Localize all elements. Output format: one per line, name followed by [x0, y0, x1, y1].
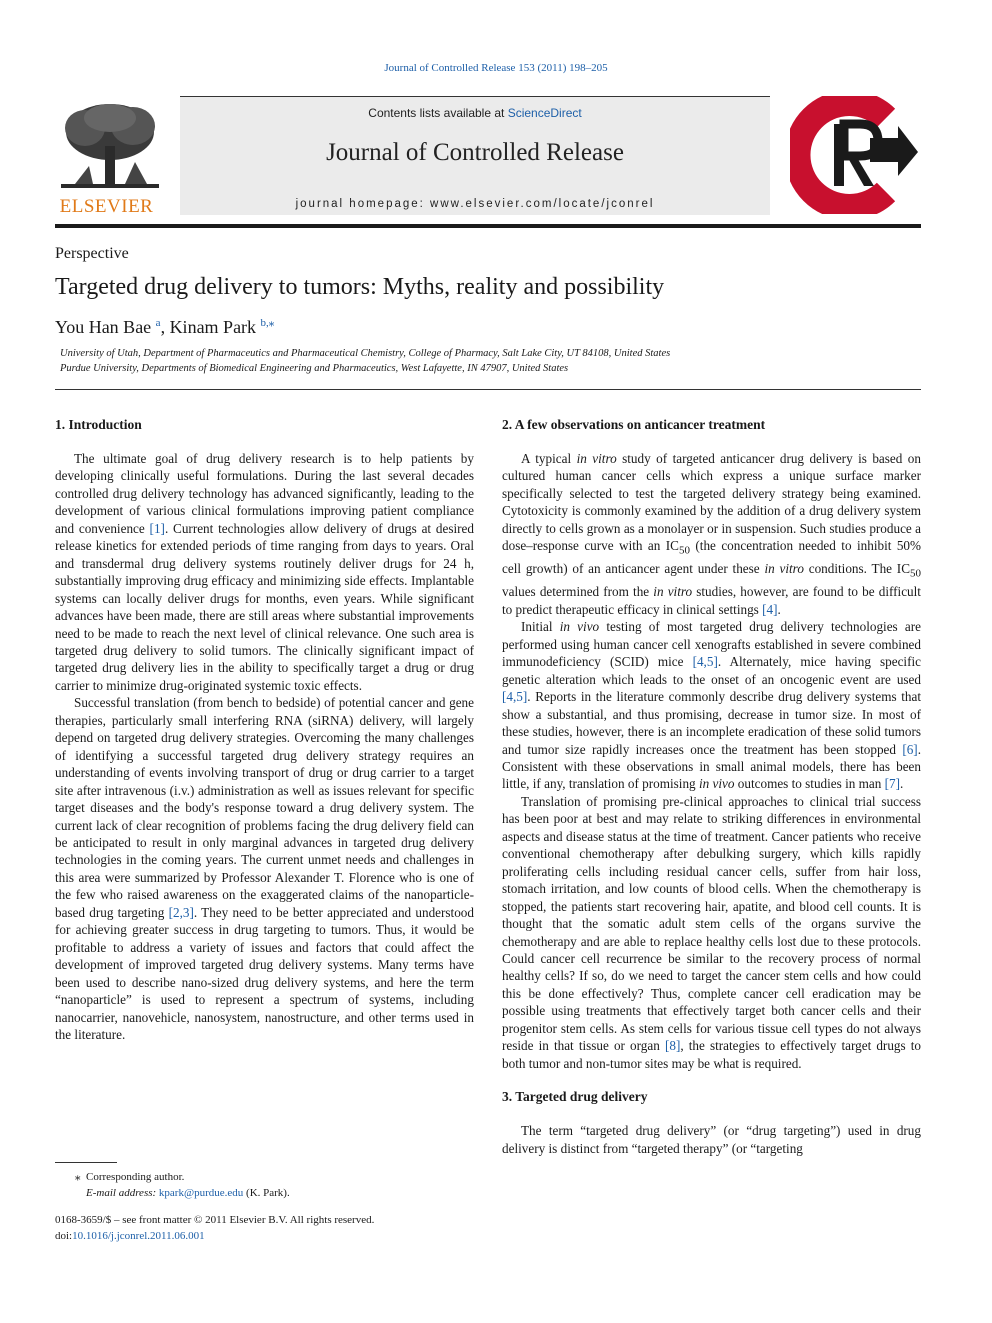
left-column — [55, 416, 474, 1043]
affiliation-marker[interactable]: b,⁎ — [260, 317, 275, 329]
affiliation-marker[interactable]: a — [155, 317, 161, 329]
reference-link[interactable]: [4] — [762, 601, 778, 617]
journal-masthead — [180, 96, 770, 215]
section-heading: 2. A few observations on anticancer treatment — [502, 417, 766, 432]
reference-link[interactable]: [6] — [902, 741, 918, 757]
reference-link[interactable]: [4,5] — [692, 654, 718, 670]
section-heading: 3. Targeted drug delivery — [502, 1089, 648, 1105]
author-list: You Han Bae $^a$, Kinam Park $^{b,⁎}$ — [55, 317, 275, 337]
journal-crr-logo — [790, 96, 920, 214]
author-name: Kinam Park — [169, 317, 257, 337]
contents-available-line: Contents lists available at ScienceDirect — [368, 106, 582, 120]
elsevier-wordmark: ELSEVIER — [59, 196, 154, 217]
body-paragraph: A typical in vitro study of targeted anticancer drug delivery is based on cultured human cancer cells which express a unique surface marker specifically selected to test the targeted delivery strategy being examined. Cytotoxicity is commonly examined by the addition of a drug delivery system directly to cells grown as a monolayer or in suspension. Such studies produce a dose–response curve with an $IC_{50}$ (the concentration needed to inhibit 50% cell growth) of an anticancer agent under these in vitro conditions. The $IC_{50}$ values determined from the in vitro studies, however, are found to be difficult to predict therapeutic efficacy in clinical settings [4]. — [502, 451, 922, 617]
header-rule — [55, 224, 921, 228]
article-type: Perspective — [55, 245, 129, 262]
sciencedirect-link[interactable]: ScienceDirect — [507, 106, 582, 120]
body-paragraph: The term “targeted drug delivery” (or “drug targeting”) used in drug delivery is distinct from “targeted therapy” (or “targeting — [502, 1123, 921, 1156]
reference-link[interactable]: [1] — [149, 520, 165, 536]
journal-citation[interactable]: Journal of Controlled Release 153 (2011) 198–205 — [384, 62, 608, 74]
body-paragraph: Successful translation (from bench to bedside) of potential cancer and gene therapies, particularly small interfering RNA (siRNA) delivery, will largely depend on targeted drug delivery strategies. Overcoming the many challenges of identifying a successful targeted drug delivery strategy requires an understanding of events involving transport of drug or drug carrier to a target site after intravenous (i.v.) administration as well as issues relevant for specific target diseases and the body's response toward a drug delivery system. The current lack of clear recognition of problems facing the drug delivery field can be anticipated to result in only marginal advances in targeted drug delivery technologies in the coming years. The current unmet needs and challenges in this area were summarized by Professor Alexander T. Florence who is one of the few who raised awareness on the exaggerated claims of the nanoparticle-based drug targeting [2,3]. They need to be better appreciated and understood for achieving greater success in drug targeting to tumors. Thus, it would be profitable to address a variety of issues and factors that could affect the development of improved targeted drug delivery systems. Many terms have been used to describe nano-sized drug delivery systems, and here the term “nanoparticle” is used to represent a spectrum of systems, including nanocarrier, nanovehicle, nanosystem, nanostructure, and other terms used in the literature. — [55, 695, 474, 1042]
article-title: Targeted drug delivery to tumors: Myths, reality and possibility — [55, 274, 665, 300]
corresponding-author-footnote: ⁎ Corresponding author. E-mail address: kpark@purdue.edu (K. Park). — [75, 1171, 290, 1199]
right-column — [502, 416, 921, 1157]
doi-line: doi:10.1016/j.jconrel.2011.06.001 — [55, 1230, 205, 1242]
reference-link[interactable]: [2,3] — [168, 904, 194, 920]
affiliation-a: University of Utah, Department of Pharmaceutics and Pharmaceutical Chemistry, College of Pharmacy, Salt Lake City, UT 84108, United States — [60, 348, 671, 359]
affiliation-rule — [55, 389, 921, 390]
reference-link[interactable]: [7] — [884, 776, 901, 792]
doi-link[interactable]: 10.1016/j.jconrel.2011.06.001 — [72, 1230, 205, 1242]
body-paragraph: Translation of promising pre-clinical approaches to clinical trial success has been poor at best and may relate to striking differences in environmental aspects and disease status at the time of treatment. Cancer patients who receive conventional chemotherapy after debulking surgery, which kills rapidly proliferating cells including residual cancer cells, suffer from hair loss, stomach irritation, and low counts of blood cells. When the chemotherapy is stopped, the patients start recovering hair, apatite, and blood cell counts. It is thought that the somatic adult stem cells of the organs survive the chemotherapy and are able to replace healthy cells lost due to these protocols. Could cancer cell recurrence be similar to the recovery process of normal healthy cells? If so, do we need to target the cancer stem cells and how could this be done effectively? Thus, complete cancer cell eradication may be possible using treatments that effectively target both cancer cells and their progenitor stem cells. As stem cells for various tissue cell types do not always reside in that tissue or organ [8], the strategies to effectively target drugs to both tumor and non-tumor sites may be what is required. — [502, 793, 921, 1071]
footnote-rule — [55, 1162, 117, 1163]
body-paragraph: The ultimate goal of drug delivery research is to help patients by developing clinically useful formulations. During the last several decades controlled drug delivery technology has advanced significantly, leading to the development of various clinical formulations improving patient compliance and convenience [1]. Current technologies allow delivery of drugs at desired release kinetics for extended periods of time ranging from days to years. Oral and transdermal drug delivery systems routinely deliver drugs for 24 h, substantially improving drug efficacy and minimizing side effects. Implantable systems can locally deliver drugs for months, even years. While significant advances have been made, there are still areas where substantial improvements need to be made to reach the next level of clinical relevance. One such area is targeted drug delivery to solid tumors. The clinically significant impact of targeted drug delivery lies in the ability to specifically target a drug or drug carrier to minimize drug-originated systemic toxic effects. — [55, 451, 474, 693]
reference-link[interactable]: [4,5] — [502, 689, 528, 705]
reference-link[interactable]: [8] — [664, 1038, 681, 1054]
affiliation-b: Purdue University, Departments of Biomedical Engineering and Pharmaceutics, West Lafayette, IN 47907, United States — [60, 363, 569, 374]
body-paragraph: Initial in vivo testing of most targeted drug delivery technologies are performed using human cancer cell xenografts established in severe combined immunodeficiency (SCID) mice [4,5]. Alternately, mice having specific genetic alteration which leads to the onset of an oncogenic event are used [4,5]. Reports in the literature commonly describe drug delivery systems that show a substantial, and thus promising, decrease in tumor size. In most of these studies, however, there is an incomplete eradication of these solid tumors and tumor size rapidly increases once the treatment has been stopped [6]. Consistent with these observations in small animal models, there has been little, if any, translation of promising in vivo outcomes to studies in man [7]. — [502, 619, 921, 792]
journal-title: Journal of Controlled Release — [326, 139, 624, 166]
copyright-block — [55, 1212, 374, 1244]
email-link[interactable]: kpark@purdue.edu — [158, 1187, 244, 1199]
author-name: You Han Bae — [55, 317, 152, 337]
section-heading: 1. Introduction — [55, 417, 142, 432]
journal-homepage[interactable]: journal homepage: www.elsevier.com/locate/jconrel — [295, 198, 655, 210]
issn-copyright: 0168-3659/$ – see front matter © 2011 Elsevier B.V. All rights reserved. — [55, 1214, 375, 1226]
